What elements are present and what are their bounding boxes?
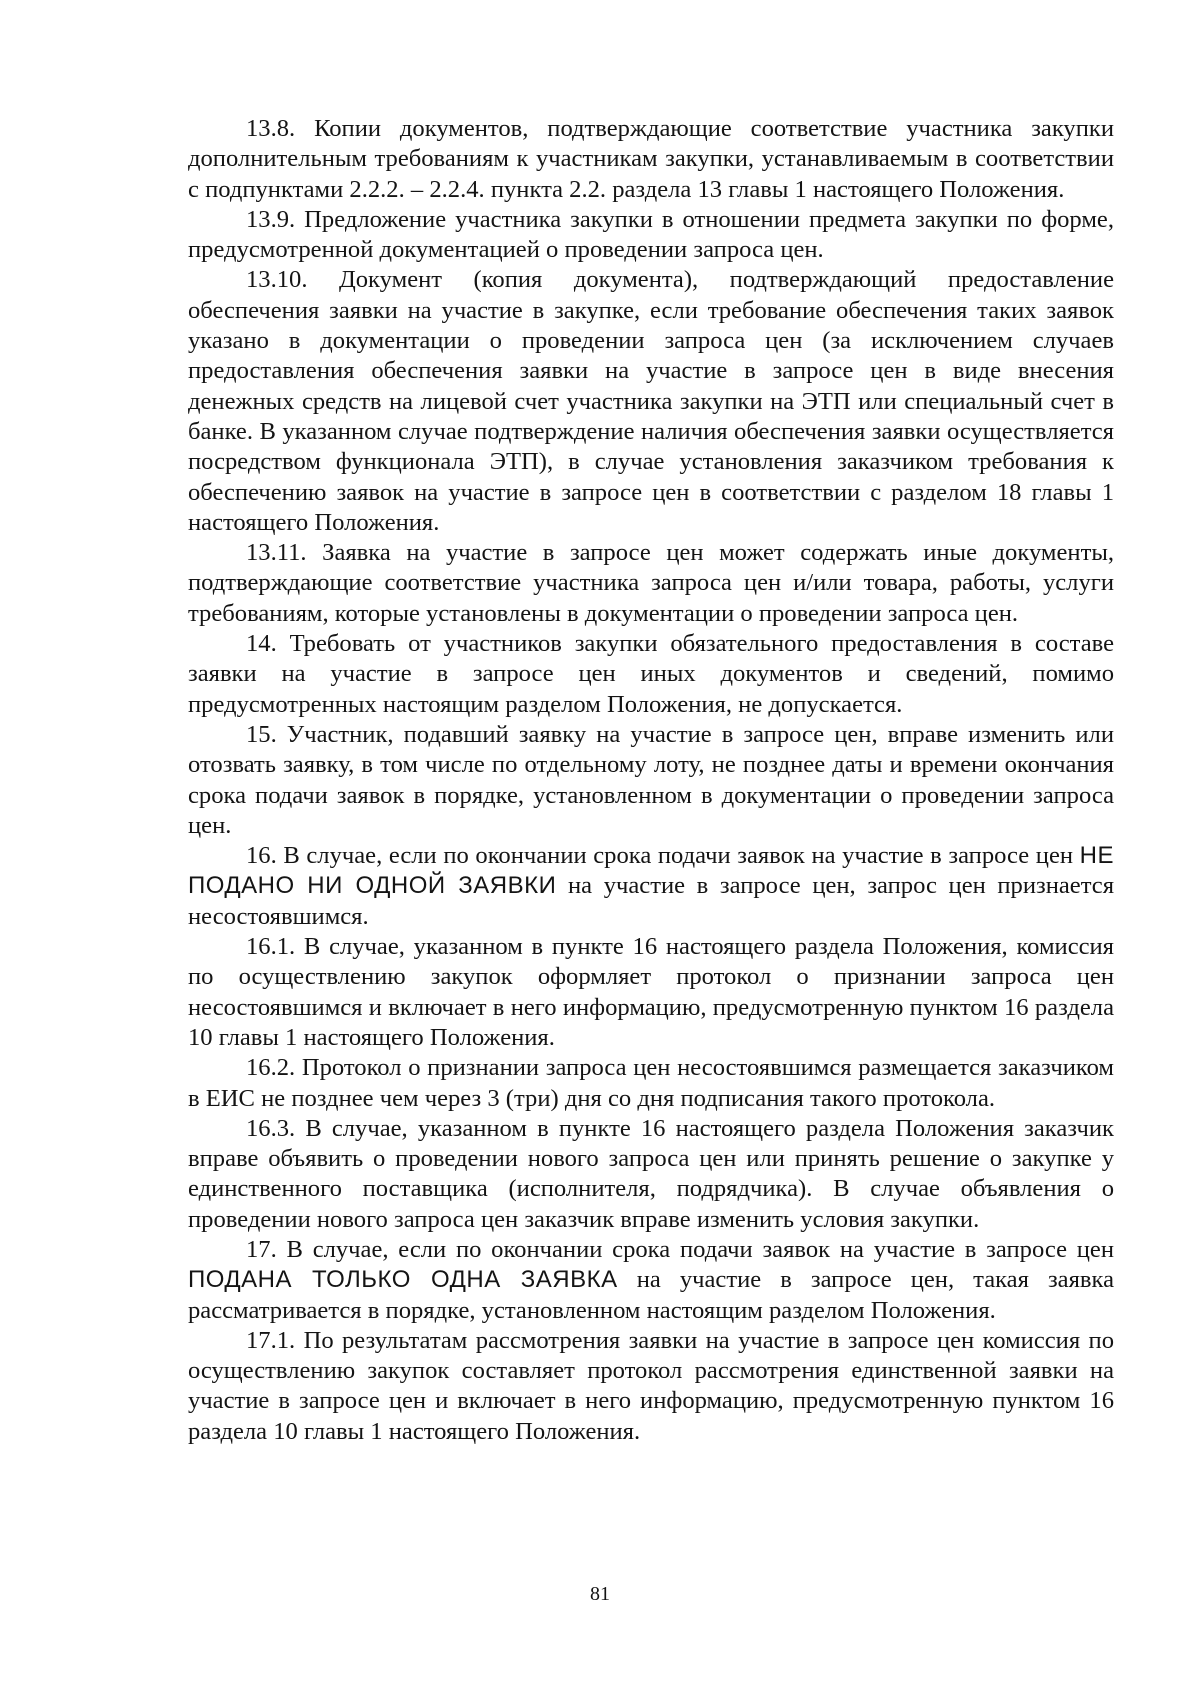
paragraph-16-emphasis: НЕ ПОДАНО НИ ОДНОЙ ЗАЯВКИ <box>188 842 1114 900</box>
page-number: 81 <box>590 1583 610 1605</box>
paragraph-13-8: 13.8. Копии документов, подтверждающие соответствие участника закупки дополнительным требованиям к участникам закупки, устанавливаемым в соответствии с подпунктами 2.2.2. – 2.2.4. пункта 2.2. раздела 13 главы 1 настоящего Положения. <box>188 115 1114 203</box>
paragraph-16-tail: на участие в запросе цен, запрос цен признается несостоявшимся. <box>188 872 1115 930</box>
paragraph-16-3: 16.3. В случае, указанном в пункте 16 настоящего раздела Положения заказчик вправе объявить о проведении нового запроса цен или принять решение о закупке у единственного поставщика (исполнителя, подрядчика). В случае объявления о проведении нового запроса цен заказчик вправе изменить условия закупки. <box>188 1114 1114 1233</box>
paragraph-16-1: 16.1. В случае, указанном в пункте 16 настоящего раздела Положения, комиссия по осуществлению закупок оформляет протокол о признании запроса цен несостоявшимся и включает в него информацию, предусмотренную пунктом 16 раздела 10 главы 1 настоящего Положения. <box>188 933 1114 1051</box>
paragraph-16 <box>188 841 1114 932</box>
paragraph-17-emphasis: ПОДАНА ТОЛЬКО ОДНА ЗАЯВКА <box>188 1266 618 1294</box>
paragraph-15: 15. Участник, подавший заявку на участие в запросе цен, вправе изменить или отозвать заявку, в том числе по отдельному лоту, не позднее даты и времени окончания срока подачи заявок в порядке, установленном в документации о проведении запроса цен. <box>188 720 1114 839</box>
paragraph-13-11: 13.11. Заявка на участие в запросе цен может содержать иные документы, подтверждающие соответствие участника запроса цен и/или товара, работы, услуги требованиям, которые установлены в документации о проведении запроса цен. <box>188 539 1114 627</box>
paragraph-16-lead: 16. В случае, если по окончании срока подачи заявок на участие в запросе цен <box>246 842 1080 870</box>
paragraph-17-1: 17.1. По результатам рассмотрения заявки на участие в запросе цен комиссия по осуществлению закупок составляет протокол рассмотрения единственной заявки на участие в запросе цен и включает в него информацию, предусмотренную пунктом 16 раздела 10 главы 1 настоящего Положения. <box>188 1326 1114 1445</box>
paragraph-13-10: 13.10. Документ (копия документа), подтверждающий предоставление обеспечения заявки на участие в закупке, если требование обеспечения таких заявок указано в документации о проведении запроса цен (за исключением случаев предоставления обеспечения заявки на участие в запросе цен в виде внесения денежных средств на лицевой счет участника закупки на ЭТП или специальный счет в банке. В указанном случае подтверждение наличия обеспечения заявки осуществляется посредством функционала ЭТП), в случае установления заказчиком требования к обеспечению заявок на участие в запросе цен в соответствии с разделом 18 главы 1 настоящего Положения. <box>188 266 1114 536</box>
paragraph-16-2: 16.2. Протокол о признании запроса цен несостоявшимся размещается заказчиком в ЕИС не позднее чем через 3 (три) дня со дня подписания такого протокола. <box>188 1054 1114 1112</box>
body-text <box>188 114 1114 1447</box>
paragraph-13-9: 13.9. Предложение участника закупки в отношении предмета закупки по форме, предусмотренной документацией о проведении запроса цен. <box>188 205 1114 264</box>
paragraph-17-lead: 17. В случае, если по окончании срока подачи заявок на участие в запросе цен <box>246 1235 1114 1263</box>
paragraph-17-tail: на участие в запросе цен, такая заявка рассматривается в порядке, установленном настоящим разделом Положения. <box>188 1266 1115 1324</box>
paragraph-17 <box>188 1235 1114 1326</box>
paragraph-14: 14. Требовать от участников закупки обязательного предоставления в составе заявки на участие в запросе цен иных документов и сведений, помимо предусмотренных настоящим разделом Положения, не допускается. <box>188 630 1114 718</box>
